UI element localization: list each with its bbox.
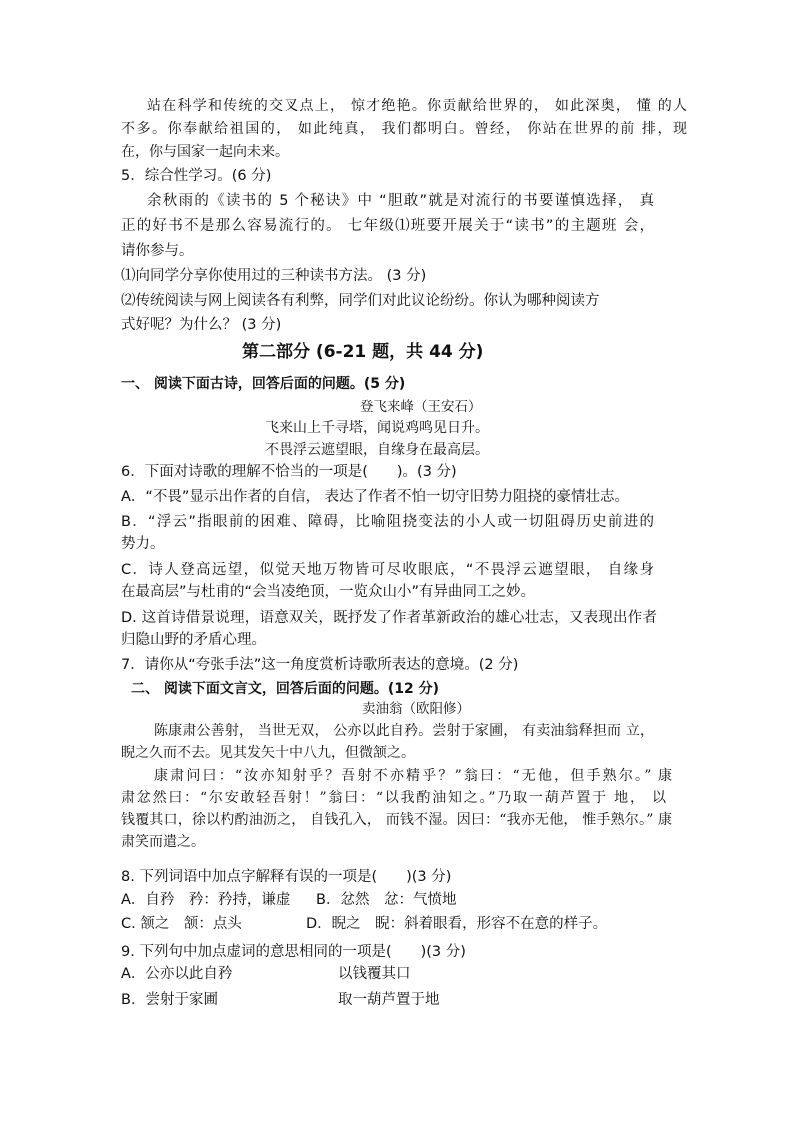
question-9-option-b-pair: 取一葫芦置于地 (338, 992, 440, 1008)
question-9-stem: 9. 下列句中加点虚词的意思相同的一项是( )(3 分) (121, 944, 466, 960)
question-7-stem: 7．请你从“夸张手法”这一角度赏析诗歌所表达的意境。(2 分) (121, 657, 519, 673)
section-one-heading: 一、 阅读下面古诗，回答后面的问题。(5 分) (121, 376, 406, 392)
passage-line: 睨之久而不去。见其发矢十中八九，但微颔之。 (121, 745, 415, 761)
text-line: 站在科学和传统的交叉点上， 惊才绝艳。你贡献给世界的， 如此深奥， 懂 的人 (147, 98, 687, 114)
question-5-sub-2: ⑵传统阅读与网上阅读各有利弊，同学们对此议论纷纷。你认为哪种阅读方 (121, 293, 600, 309)
question-6-option-d: D. 这首诗借景说理，语意双关，既抒发了作者革新政治的雄心壮志，又表现出作者 (121, 610, 657, 626)
question-8-option: D．睨之 睨：斜着眼看，形容不在意的样子。 (306, 916, 608, 932)
question-8-option: C. 颔之 颔：点头 (121, 916, 242, 932)
passage-line: 康肃问曰：“汝亦知射乎？吾射不亦精乎？”翁曰：“无他，但手熟尔。” 康 (154, 768, 672, 784)
question-5-intro: 请你参与。 (121, 243, 194, 259)
question-6-option-c: 在最高层”与杜甫的“会当凌绝顶，一览众山小”有异曲同工之妙。 (121, 584, 536, 600)
passage-line: 钱覆其口，徐以杓酌油沥之， 自钱孔入， 而钱不湿。因曰：“我亦无他， 惟手熟尔。” 康 (121, 812, 672, 828)
question-6-stem: 6．下面对诗歌的理解不恰当的一项是( )。(3 分) (121, 464, 457, 480)
question-8-stem: 8. 下列词语中加点字解释有误的一项是( )(3 分) (121, 869, 452, 885)
question-5-sub-2: 式好呢？为什么？ (3 分) (121, 317, 282, 333)
question-8-option: B．忿然 忿：气愤地 (316, 892, 457, 908)
poem-line: 飞来山上千寻塔，闻说鸡鸣见日升。 (265, 420, 489, 436)
question-6-option-a: A．“不畏”显示出作者的自信， 表达了作者不怕一切守旧势力阻挠的豪情壮志。 (121, 489, 630, 505)
poem-title: 登飞来峰（王安石） (360, 399, 482, 415)
question-6-option-c: C．诗人登高远望，似觉天地万物皆可尽收眼底，“不畏浮云遮望眼， 自缘身 (121, 562, 654, 578)
question-9-option-b: B．尝射于家圃 (121, 992, 218, 1008)
question-6-option-b: 势力。 (121, 536, 165, 552)
question-9-option-a-pair: 以钱覆其口 (338, 966, 411, 982)
text-line: 不多。你奉献给祖国的， 如此纯真， 我们都明白。曾经， 你站在世界的前 排，现 (121, 121, 687, 137)
passage-line: 陈康肃公善射， 当世无双， 公亦以此自矜。尝射于家圃， 有卖油翁释担而 立， (154, 723, 654, 739)
question-5-intro: 余秋雨的《读书的 5 个秘诀》中 “胆敢”就是对流行的书要谨慎选择， 真 (147, 193, 654, 209)
question-8-option: A．自矜 矜：矜持，谦虚 (121, 892, 291, 908)
poem-line: 不畏浮云遮望眼，自缘身在最高层。 (265, 442, 489, 458)
passage-title: 卖油翁（欧阳修） (362, 701, 470, 717)
question-6-option-b: B．“浮云”指眼前的困难、障碍，比喻阻挠变法的小人或一切阻碍历史前进的 (121, 514, 654, 530)
text-line: 在，你与国家一起向未来。 (121, 144, 289, 160)
passage-line: 肃忿然曰：“尔安敢轻吾射！”翁曰：“以我酌油知之。”乃取一葫芦置于 地， 以 (121, 790, 666, 806)
question-5-intro: 正的好书不是那么容易流行的。 七年级⑴班要开展关于“读书”的主题班 会， (121, 218, 654, 234)
question-5-sub-1: ⑴向同学分享你使用过的三种读书方法。 (3 分) (121, 268, 427, 284)
section-two-heading: 二、 阅读下面文言文，回答后面的问题。(12 分) (131, 681, 440, 697)
question-6-option-d: 归隐山野的矛盾心理。 (121, 632, 266, 648)
question-5-title: 5．综合性学习。(6 分) (121, 168, 272, 184)
passage-line: 肃笑而遣之。 (121, 834, 205, 850)
question-9-option-a: A．公亦以此自矜 (121, 966, 233, 982)
part-2-heading: 第二部分 (6-21 题，共 44 分) (242, 342, 484, 362)
